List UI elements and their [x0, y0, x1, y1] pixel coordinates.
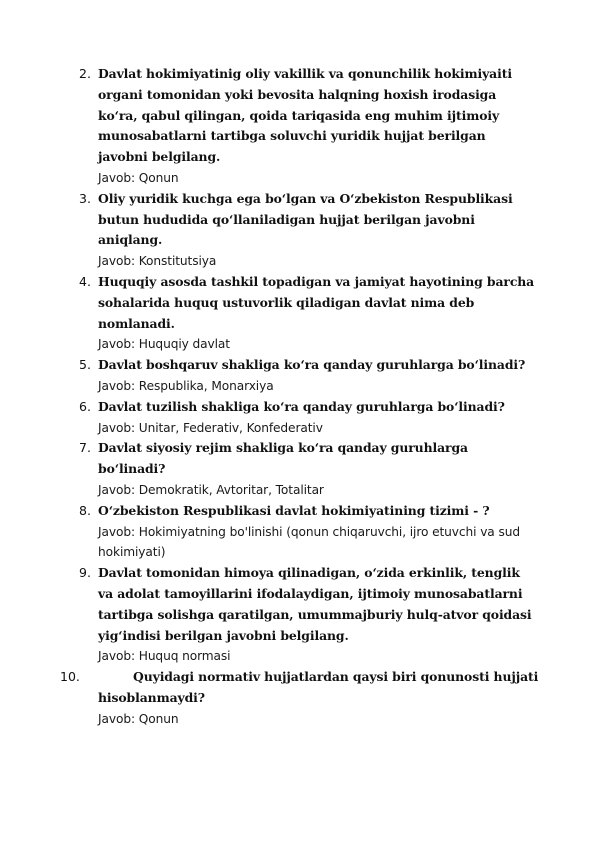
- qa-item-4: [79, 272, 539, 355]
- question-number: 10.: [60, 669, 80, 685]
- qa-item-7: [79, 438, 539, 500]
- question-text: Davlat hokimiyatinig oliy vakillik va qonunchilik hokimiyaiti organi tomonidan yoki bevosita halqning hoxish irodasiga ko‘ra, qabul qilingan, qoida tariqasida eng muhim ijtimoiy munosabatlarni tartibga soluvchi yuridik hujjat berilgan javobni belgilang.: [98, 66, 512, 165]
- question-text: Davlat siyosiy rejim shakliga ko‘ra qanday guruhlarga bo‘linadi?: [98, 440, 468, 477]
- question-row: [79, 563, 539, 646]
- qa-item-5: [79, 355, 539, 397]
- question-number: 6.: [79, 398, 91, 414]
- answer-text: Javob: Qonun: [98, 170, 179, 185]
- question-number: 3.: [79, 190, 91, 206]
- question-number: 9.: [79, 565, 91, 581]
- answer-text: Javob: Huquq normasi: [98, 649, 231, 664]
- question-row: [79, 438, 539, 480]
- qa-item-8: [79, 501, 539, 563]
- qa-item-3: [79, 189, 539, 272]
- question-row: [79, 355, 539, 376]
- question-number: 8.: [79, 502, 91, 518]
- question-text: Huquqiy asosda tashkil topadigan va jamiyat hayotining barcha sohalarida huquq ustuvorlik qiladigan davlat nima deb nomlanadi.: [98, 273, 535, 331]
- question-row: [79, 189, 539, 251]
- question-row: [79, 64, 539, 168]
- question-text: O‘zbekiston Respublikasi davlat hokimiyatining tizimi - ?: [98, 502, 490, 518]
- question-number: 2.: [79, 66, 91, 81]
- question-text: Quyidagi normativ hujjatlardan qaysi biri qonunosti hujjati hisoblanmaydi?: [98, 669, 539, 705]
- question-answer-list: [60, 64, 539, 730]
- question-row: [79, 397, 539, 418]
- qa-item-10: [60, 667, 539, 729]
- answer-text: Javob: Konstitutsiya: [98, 254, 217, 269]
- question-text: Davlat tomonidan himoya qilinadigan, o‘zida erkinlik, tenglik va adolat tamoyillarini ifodalaydigan, ijtimoiy munosabatlarni tartibga solishga qaratilgan, umummajburiy hulq-atvor qoidasi yig‘indisi berilgan javobni belgilang.: [98, 565, 532, 643]
- qa-item-9: [79, 563, 539, 667]
- question-number: 7.: [79, 440, 91, 456]
- answer-text: Javob: Demokratik, Avtoritar, Totalitar: [98, 482, 324, 497]
- question-row: [60, 667, 539, 709]
- question-text: Oliy yuridik kuchga ega bo‘lgan va O‘zbekiston Respublikasi butun hududida qo‘llaniladigan hujjat berilgan javobni aniqlang.: [98, 190, 513, 248]
- answer-text: Javob: Huquqiy davlat: [98, 337, 230, 352]
- question-row: [79, 501, 539, 522]
- question-text: Davlat tuzilish shakliga ko‘ra qanday guruhlarga bo‘linadi?: [98, 398, 505, 414]
- answer-text: Javob: Qonun: [98, 711, 179, 726]
- qa-item-6: [79, 397, 539, 439]
- answer-text: Javob: Unitar, Federativ, Konfederativ: [98, 420, 323, 435]
- question-row: [79, 272, 539, 334]
- qa-item-2: [79, 64, 539, 189]
- question-number: 5.: [79, 357, 91, 373]
- answer-text: Javob: Hokimiyatning bo'linishi (qonun chiqaruvchi, ijro etuvchi va sud hokimiyati): [98, 524, 520, 560]
- question-text: Davlat boshqaruv shakliga ko‘ra qanday guruhlarga bo‘linadi?: [98, 357, 526, 373]
- answer-text: Javob: Respublika, Monarxiya: [98, 378, 274, 393]
- question-number: 4.: [79, 273, 91, 289]
